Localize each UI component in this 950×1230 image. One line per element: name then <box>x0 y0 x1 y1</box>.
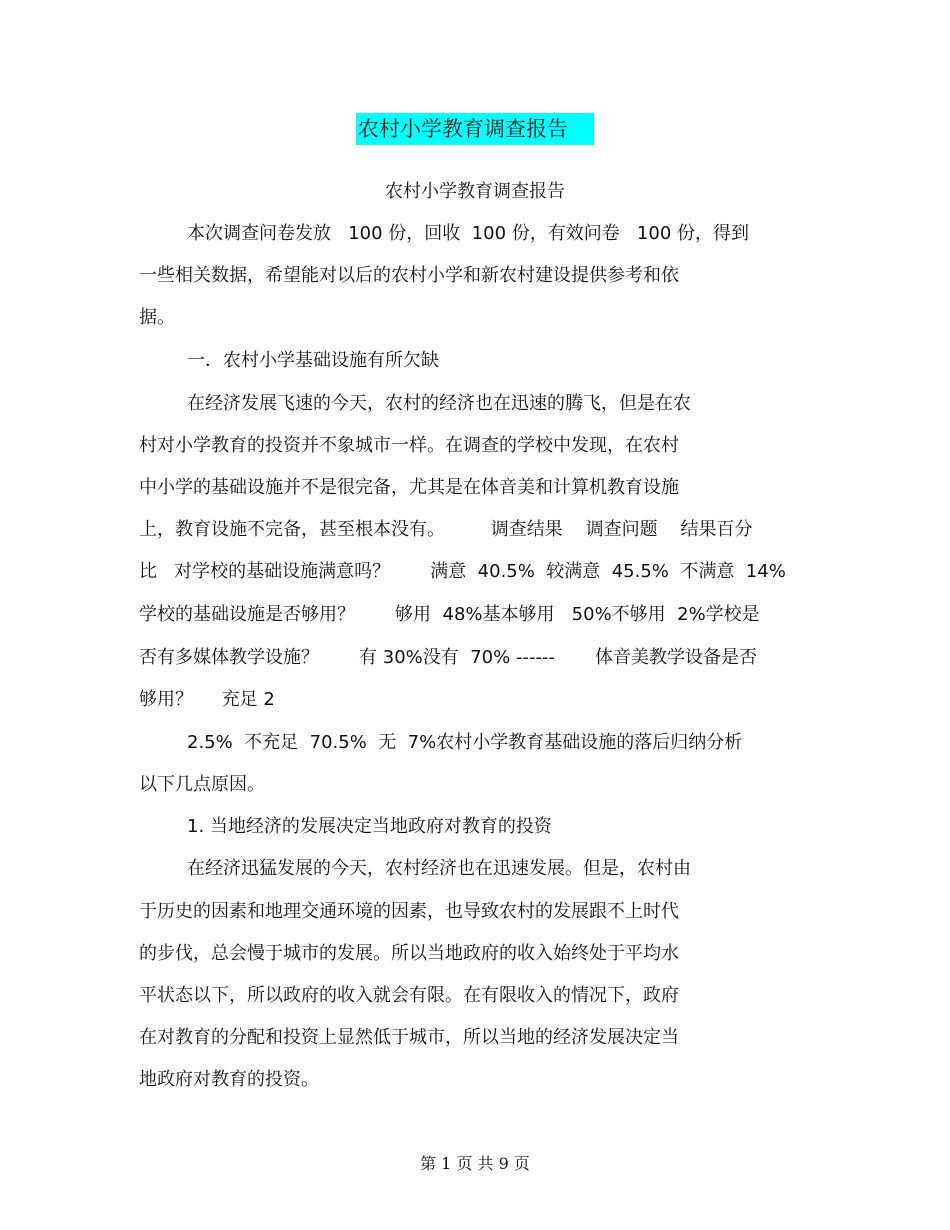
highlighted-title: 农村小学教育调查报告 <box>356 113 594 145</box>
paragraph-line: 本次调查问卷发放 100 份，回收 100 份，有效问卷 100 份，得到 <box>187 223 750 244</box>
paragraph-line: 比 对学校的基础设施满意吗？ 满意 40.5% 较满意 45.5% 不满意 14% <box>139 561 786 582</box>
section-heading: 一．农村小学基础设施有所欠缺 <box>187 350 439 371</box>
title-wrapper <box>0 113 950 145</box>
paragraph-line: 够用？ 充足 2 <box>139 689 275 710</box>
subtitle: 农村小学教育调查报告 <box>385 181 565 202</box>
page-footer: 第 1 页 共 9 页 <box>420 1154 530 1173</box>
paragraph-line: 学校的基础设施是否够用？ 够用 48%基本够用 50%不够用 2%学校是 <box>139 604 760 625</box>
paragraph-line: 在经济迅猛发展的今天，农村经济也在迅速发展。但是，农村由 <box>187 858 691 879</box>
paragraph-line: 村对小学教育的投资并不象城市一样。在调查的学校中发现，在农村 <box>139 435 679 456</box>
paragraph-line: 上，教育设施不完备，甚至根本没有。 调查结果 调查问题 结果百分 <box>139 519 753 540</box>
paragraph-line: 据。 <box>139 307 175 328</box>
section-heading: 1. 当地经济的发展决定当地政府对教育的投资 <box>187 816 552 837</box>
paragraph-line: 中小学的基础设施并不是很完备，尤其是在体音美和计算机教育设施 <box>139 477 679 498</box>
paragraph-line: 2.5% 不充足 70.5% 无 7%农村小学教育基础设施的落后归纳分析 <box>187 732 743 753</box>
paragraph-line: 于历史的因素和地理交通环境的因素，也导致农村的发展跟不上时代 <box>139 901 679 922</box>
paragraph-line: 一些相关数据，希望能对以后的农村小学和新农村建设提供参考和依 <box>139 265 679 286</box>
paragraph-line: 在经济发展飞速的今天，农村的经济也在迅速的腾飞，但是在农 <box>187 393 691 414</box>
paragraph-line: 否有多媒体教学设施？ 有 30%没有 70% ------ 体音美教学设备是否 <box>139 647 757 668</box>
paragraph-line: 以下几点原因。 <box>139 774 265 795</box>
paragraph-line: 的步伐，总会慢于城市的发展。所以当地政府的收入始终处于平均水 <box>139 943 679 964</box>
paragraph-line: 平状态以下，所以政府的收入就会有限。在有限收入的情况下，政府 <box>139 985 679 1006</box>
paragraph-line: 在对教育的分配和投资上显然低于城市，所以当地的经济发展决定当 <box>139 1027 679 1048</box>
paragraph-line: 地政府对教育的投资。 <box>139 1069 319 1090</box>
